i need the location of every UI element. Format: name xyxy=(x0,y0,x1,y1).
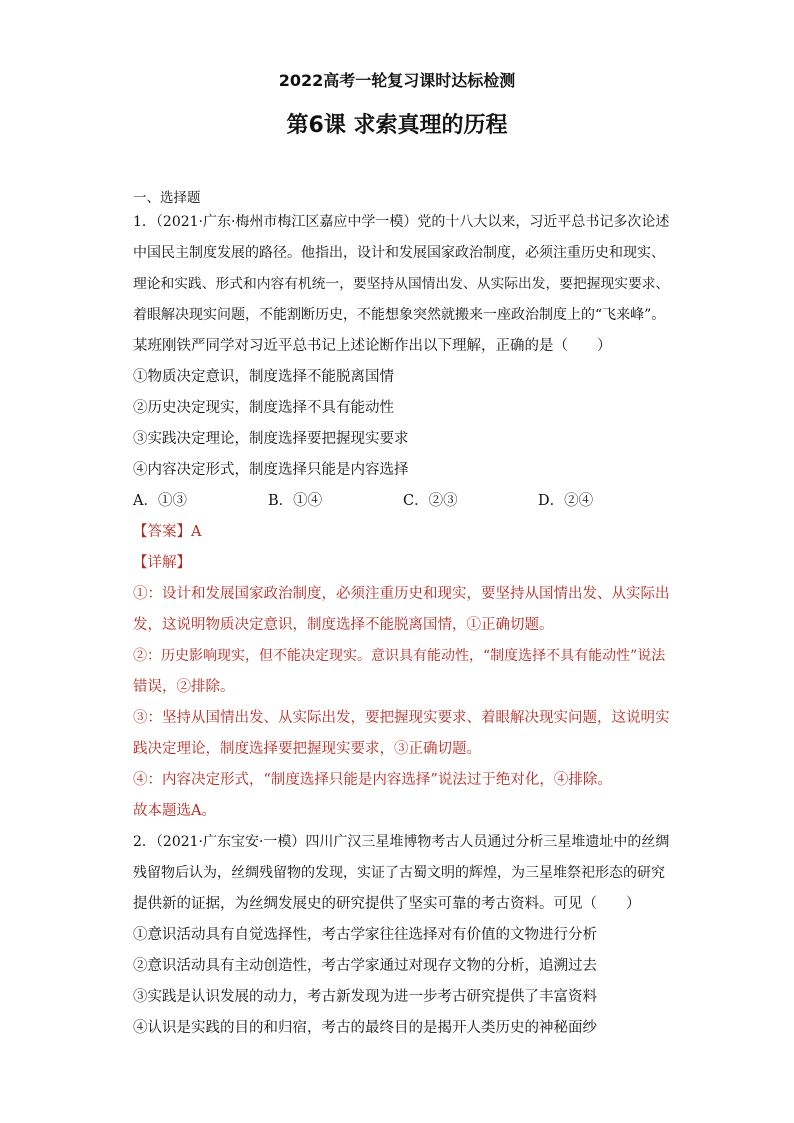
document-title: 2022高考一轮复习课时达标检测 xyxy=(278,71,516,90)
question-2-stem-line: 2．（2021·广东宝安·一模）四川广汉三星堆博物考古人员通过分析三星堆遗址中的丝绸 xyxy=(133,834,670,850)
explanation-line: ①：设计和发展国家政治制度，必须注重历史和现实，要坚持从国情出发、从实际出 xyxy=(133,586,670,602)
explanation-line: 践决定理论，制度选择要把握现实要求，③正确切题。 xyxy=(133,741,481,757)
question-1-stem-line: 某班刚铁严同学对习近平总书记上述论断作出以下理解，正确的是（ ） xyxy=(133,338,612,354)
option-c: C．②③ xyxy=(403,493,458,509)
question-1-stem-line: 中国民主制度发展的路径。他指出，设计和发展国家政治制度，必须注重历史和现实、 xyxy=(133,245,665,261)
question-2-item: ②意识活动具有主动创造性，考古学家通过对现存文物的分析，追溯过去 xyxy=(133,958,597,974)
question-1-options xyxy=(133,486,673,517)
question-1-item: ①物质决定意识，制度选择不能脱离国情 xyxy=(133,369,394,385)
question-1-item: ④内容决定形式，制度选择只能是内容选择 xyxy=(133,462,409,478)
question-1-stem-line: 着眼解决现实问题，不能割断历史，不能想象突然就搬来一座政治制度上的“飞来峰”。 xyxy=(133,307,666,323)
lesson-title: 第6课 求索真理的历程 xyxy=(286,113,508,138)
question-1-item: ②历史决定现实，制度选择不具有能动性 xyxy=(133,400,394,416)
question-2-item: ①意识活动具有自觉选择性，考古学家往往选择对有价值的文物进行分析 xyxy=(133,927,597,943)
option-d: D．②④ xyxy=(538,493,594,509)
explanation-line: 错误，②排除。 xyxy=(133,679,235,695)
section-heading: 一、选择题 xyxy=(133,190,201,206)
question-2-stem-line: 残留物后认为，丝绸残留物的发现，实证了古蜀文明的辉煌，为三星堆祭祀形态的研究 xyxy=(133,865,665,881)
explanation-line: ②：历史影响现实，但不能决定现实。意识具有能动性，“制度选择不具有能动性”说法 xyxy=(133,648,666,664)
questions xyxy=(133,207,673,1044)
question-1 xyxy=(133,207,673,827)
explanation-line: ④：内容决定形式，“制度选择只能是内容选择”说法过于绝对化，④排除。 xyxy=(133,772,612,788)
question-2-item: ④认识是实践的目的和归宿，考古的最终目的是揭开人类历史的神秘面纱 xyxy=(133,1020,597,1036)
answer-line: 【答案】A xyxy=(133,524,202,540)
conclusion-line: 故本题选A。 xyxy=(133,803,216,819)
explanation-line: 发，这说明物质决定意识，制度选择不能脱离国情，①正确切题。 xyxy=(133,617,554,633)
explanation-line: ③：坚持从国情出发、从实际出发，要把握现实要求、着眼解决现实问题，这说明实 xyxy=(133,710,670,726)
question-2-item: ③实践是认识发展的动力，考古新发现为进一步考古研究提供了丰富资料 xyxy=(133,989,597,1005)
option-a: A．①③ xyxy=(133,493,187,509)
explanation-label: 【详解】 xyxy=(133,555,191,571)
question-1-stem-line: 1．（2021·广东·梅州市梅江区嘉应中学一模）党的十八大以来，习近平总书记多次论述 xyxy=(133,214,670,230)
option-b: B．①④ xyxy=(268,493,323,509)
question-1-stem-line: 理论和实践、形式和内容有机统一，要坚持从国情出发、从实际出发，要把握现实要求、 xyxy=(133,276,670,292)
question-2-stem-line: 提供新的证据，为丝绸发展史的研究提供了坚实可靠的考古资料。可见（ ） xyxy=(133,896,641,912)
question-2 xyxy=(133,827,673,1044)
question-1-item: ③实践决定理论，制度选择要把握现实要求 xyxy=(133,431,409,447)
